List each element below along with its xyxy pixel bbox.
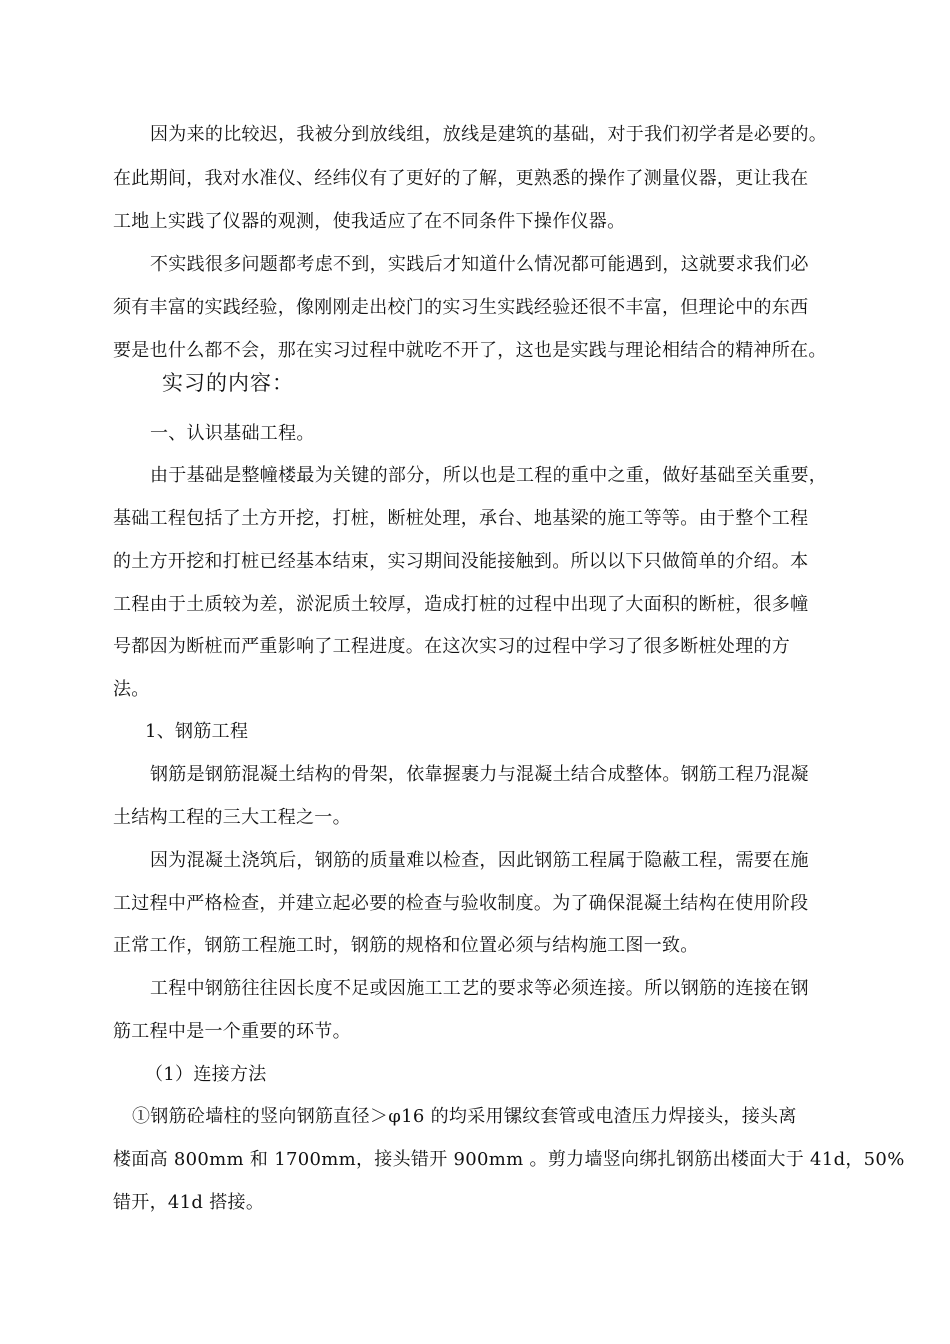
paragraph-1-line-2: 在此期间，我对水准仪、经纬仪有了更好的了解，更熟悉的操作了测量仪器，更让我在 — [113, 168, 809, 189]
paragraph-2-line-3: 要是也什么都不会，那在实习过程中就吃不开了，这也是实践与理论相结合的精神所在。 — [113, 340, 827, 361]
paragraph-2-line-2: 须有丰富的实践经验，像刚刚走出校门的实习生实践经验还很不丰富，但理论中的东西 — [113, 297, 809, 318]
paragraph-5-line-1: 因为混凝土浇筑后，钢筋的质量难以检查，因此钢筋工程属于隐蔽工程，需要在施 — [150, 850, 809, 871]
subsection-heading-1: 一、认识基础工程。 — [150, 423, 315, 444]
paragraph-3-line-3: 的土方开挖和打桩已经基本结束，实习期间没能接触到。所以以下只做简单的介绍。本 — [113, 551, 809, 572]
paragraph-1-line-1: 因为来的比较迟，我被分到放线组，放线是建筑的基础，对于我们初学者是必要的。 — [150, 124, 828, 145]
paragraph-7-line-2: 楼面高 800mm 和 1700mm，接头错开 900mm 。剪力墙竖向绑扎钢筋出楼面大于 41d，50% — [113, 1149, 905, 1170]
paragraph-6-line-2: 筋工程中是一个重要的环节。 — [113, 1021, 351, 1042]
subsection-heading-3: （1）连接方法 — [145, 1064, 267, 1085]
paragraph-3-line-5: 号都因为断桩而严重影响了工程进度。在这次实习的过程中学习了很多断桩处理的方 — [113, 636, 791, 657]
paragraph-5-line-2: 工过程中严格检查，并建立起必要的检查与验收制度。为了确保混凝土结构在使用阶段 — [113, 893, 809, 914]
paragraph-3-line-1: 由于基础是整幢楼最为关键的部分，所以也是工程的重中之重，做好基础至关重要， — [150, 465, 828, 486]
section-heading: 实习的内容： — [162, 371, 294, 395]
paragraph-2-line-1: 不实践很多问题都考虑不到，实践后才知道什么情况都可能遇到，这就要求我们必 — [150, 254, 809, 275]
paragraph-6-line-1: 工程中钢筋往往因长度不足或因施工工艺的要求等必须连接。所以钢筋的连接在钢 — [150, 978, 809, 999]
paragraph-7-line-1: ①钢筋砼墙柱的竖向钢筋直径＞φ16 的均采用镙纹套管或电渣压力焊接头，接头离 — [132, 1106, 797, 1127]
paragraph-7-line-3: 错开，41d 搭接。 — [113, 1192, 265, 1213]
paragraph-3-line-6: 法。 — [113, 679, 150, 700]
paragraph-5-line-3: 正常工作，钢筋工程施工时，钢筋的规格和位置必须与结构施工图一致。 — [113, 935, 699, 956]
paragraph-1-line-3: 工地上实践了仪器的观测，使我适应了在不同条件下操作仪器。 — [113, 211, 626, 232]
paragraph-4-line-2: 土结构工程的三大工程之一。 — [113, 807, 351, 828]
subsection-heading-2: 1、钢筋工程 — [145, 721, 249, 742]
paragraph-3-line-4: 工程由于土质较为差，淤泥质土较厚，造成打桩的过程中出现了大面积的断桩，很多幢 — [113, 594, 809, 615]
paragraph-3-line-2: 基础工程包括了土方开挖，打桩，断桩处理，承台、地基梁的施工等等。由于整个工程 — [113, 508, 809, 529]
paragraph-4-line-1: 钢筋是钢筋混凝土结构的骨架，依靠握裹力与混凝土结合成整体。钢筋工程乃混凝 — [150, 764, 809, 785]
